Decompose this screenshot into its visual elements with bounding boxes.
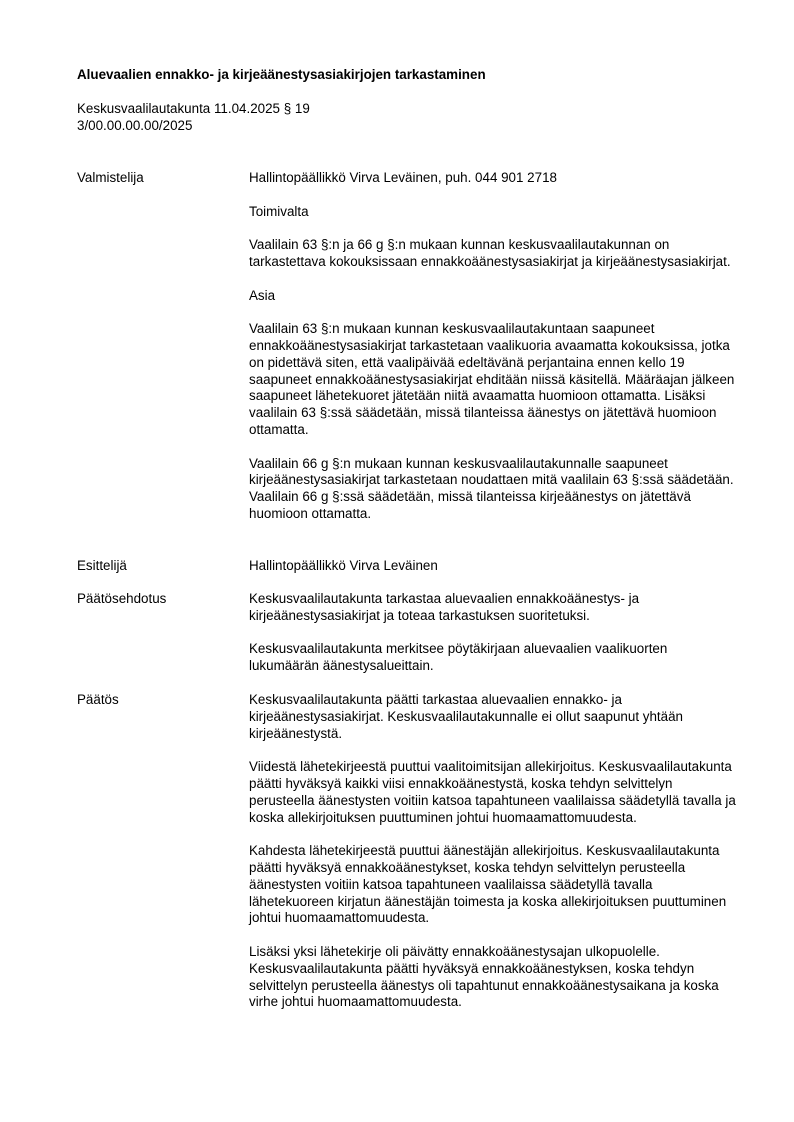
- paragraph: Vaalilain 66 g §:n mukaan kunnan keskusvaalilautakunnalle saapuneet kirjeäänestysasiakirjat tarkastetaan noudattaen mitä vaalilain 63 §:ssä säädetään. Vaalilain 66 g §:ssä säädetään, missä tilanteissa kirjeäänestys on jätettävä huomioon ottamatta.: [249, 455, 734, 521]
- section-content: [249, 692, 737, 1011]
- paragraph: Kahdesta lähetekirjeestä puuttui äänestäjän allekirjoitus. Keskusvaalilautakunta päätti hyväksyä ennakkoäänestykset, koska tehdyn selvittelyn perusteella äänestysten voitiin katsoa tapahtuneen vaalilaissa säädetyllä tavalla lähetekuoreen kirjatun äänestäjän toimesta ja koska allekirjoituksen puuttuminen johtui huomaamattomuudesta.: [249, 843, 727, 926]
- paragraph: Keskusvaalilautakunta päätti tarkastaa aluevaalien ennakko- ja kirjeäänestysasiakirjat. Keskusvaalilautakunnalle ei ollut saapunut yhtään kirjeäänestystä.: [249, 692, 683, 741]
- paragraph: Lisäksi yksi lähetekirje oli päivätty ennakkoäänestysajan ulkopuolelle. Keskusvaalilautakunta päätti hyväksyä ennakkoäänestyksen, koska tehdyn selvittelyn perusteella äänestys oli tapahtunut ennakkoäänestysaikana ja koska virhe johtui huomaamattomuudesta.: [249, 943, 719, 1010]
- section-content: [249, 170, 737, 523]
- subheading-toimivalta: Toimivalta: [249, 203, 309, 219]
- document-title: Aluevaalien ennakko- ja kirjeäänestysasiakirjojen tarkastaminen: [77, 67, 486, 82]
- paragraph: Keskusvaalilautakunta tarkastaa aluevaalien ennakkoäänestys- ja kirjeäänestysasiakirjat ja toteaa tarkastuksen suoritetuksi.: [249, 591, 640, 623]
- subheading-asia: Asia: [249, 287, 276, 303]
- presenter-line: Hallintopäällikkö Virva Leväinen: [249, 558, 438, 573]
- section-label: Päätös: [77, 692, 119, 707]
- paragraph: Keskusvaalilautakunta merkitsee pöytäkirjaan aluevaalien vaalikuorten lukumäärän äänestysalueittain.: [249, 641, 668, 674]
- paragraph: Vaalilain 63 §:n ja 66 g §:n mukaan kunnan keskusvaalilautakunnan on tarkastettava kokouksissaan ennakkoäänestysasiakirjat ja kirjeäänestysasiakirjat.: [249, 237, 731, 269]
- section-label: Päätösehdotus: [77, 591, 167, 606]
- paragraph: Vaalilain 63 §:n mukaan kunnan keskusvaalilautakuntaan saapuneet ennakkoäänestysasiakirjat tarkastetaan vaalikuoria avaamatta kokouksissa, jotka on pidettävä siten, että vaalipäivää edeltävänä perjantaina ennen kello 19 saapuneet ennakkoäänestysasiakirjat ehditään niissä käsitellä. Määräajan jälkeen saapuneet lähetekuoret jätetään niitä avaamatta huomioon ottamatta. Lisäksi vaalilain 63 §:ssä säädetään, missä tilanteissa äänestys on jätettävä huomioon ottamatta.: [249, 321, 735, 437]
- preparer-line: Hallintopäällikkö Virva Leväinen, puh. 044 901 2718: [249, 170, 557, 185]
- paragraph: Viidestä lähetekirjeestä puuttui vaalitoimitsijan allekirjoitus. Keskusvaalilautakunta päätti hyväksyä kaikki viisi ennakkoäänestystä, koska tehdyn selvittelyn perusteella äänestysten voitiin katsoa tapahtuneen vaalilaissa säädetyllä tavalla ja koska allekirjoituksen puuttuminen johtui huomaamattomuudesta.: [249, 759, 736, 825]
- section-label: Esittelijä: [77, 558, 127, 573]
- section-content: [249, 591, 737, 675]
- section-content: [249, 558, 737, 575]
- section-label: Valmistelija: [77, 170, 144, 185]
- case-number: 3/00.00.00.00/2025: [77, 118, 193, 133]
- meeting-reference: Keskusvaalilautakunta 11.04.2025 § 19: [77, 101, 310, 116]
- meeting-meta: [77, 100, 310, 134]
